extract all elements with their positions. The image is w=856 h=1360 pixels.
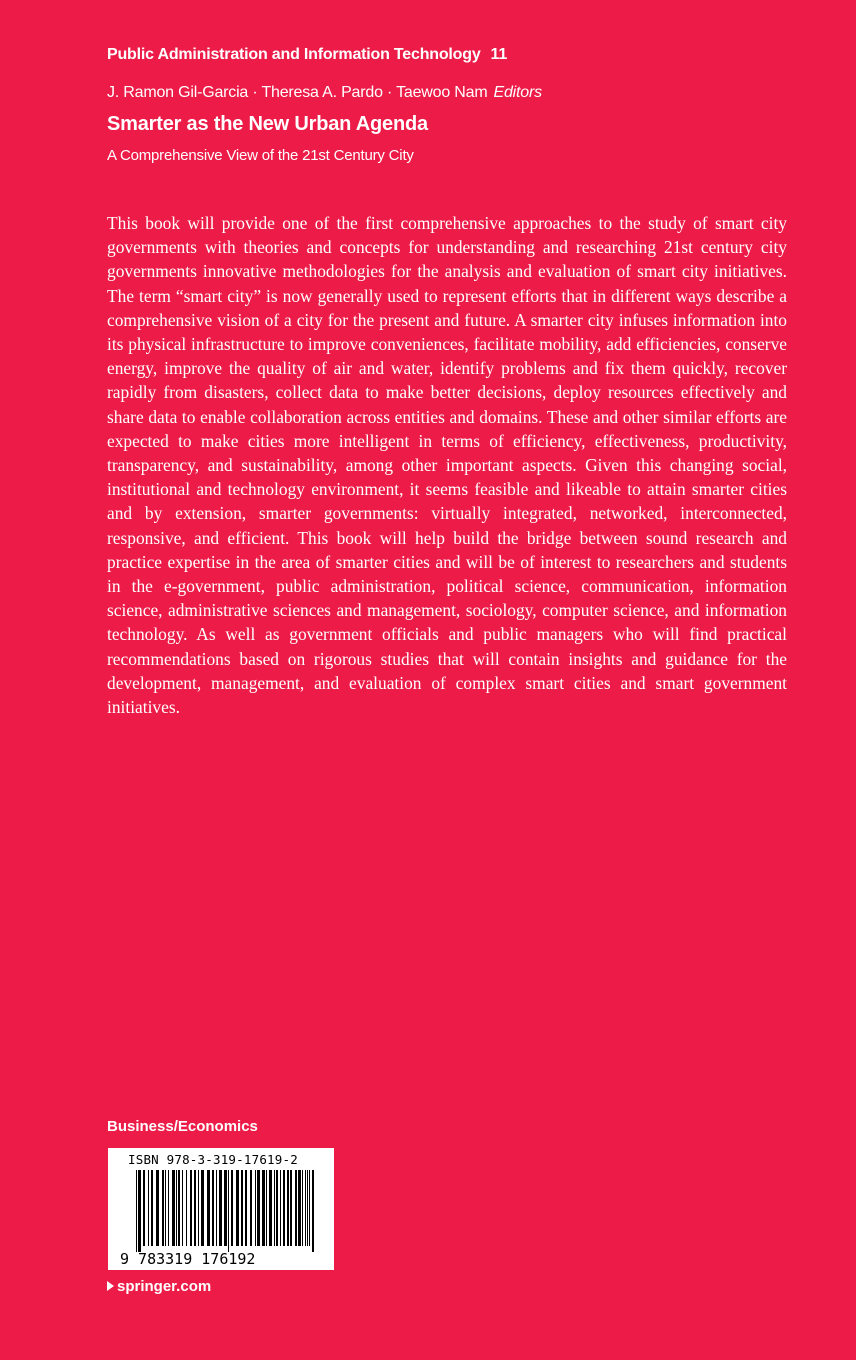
barcode-bar <box>194 1170 196 1246</box>
barcode-bar <box>236 1170 239 1246</box>
barcode-bar <box>269 1170 272 1246</box>
series-volume: 11 <box>490 46 508 63</box>
barcode-bar <box>309 1170 310 1246</box>
barcode-bar <box>231 1170 233 1246</box>
editor-names: J. Ramon Gil-Garcia · Theresa A. Pardo · Taewoo Nam <box>107 84 488 101</box>
book-title: Smarter as the New Urban Agenda <box>107 113 428 135</box>
barcode-bar <box>162 1170 164 1246</box>
publisher-link-text: springer.com <box>117 1278 212 1295</box>
isbn-barcode <box>108 1148 334 1270</box>
barcode-bar <box>298 1170 301 1246</box>
barcode-bar <box>216 1170 217 1246</box>
barcode-bar <box>165 1170 166 1246</box>
barcode-bar <box>172 1170 175 1246</box>
barcode-bar <box>241 1170 243 1246</box>
barcode-bar <box>287 1170 289 1246</box>
barcode-bar <box>276 1170 278 1246</box>
barcode-bar <box>224 1170 227 1246</box>
barcode-bar <box>186 1170 187 1246</box>
barcode-bar <box>176 1170 177 1246</box>
editors-role: Editors <box>493 84 542 101</box>
barcode-bar <box>280 1170 281 1246</box>
barcode-bar <box>283 1170 285 1246</box>
barcode-bar <box>182 1170 183 1246</box>
barcode-bar <box>148 1170 149 1246</box>
barcode-bar <box>262 1170 265 1246</box>
barcode-bar <box>138 1170 141 1252</box>
series-name: Public Administration and Information Technology <box>107 46 481 63</box>
book-subtitle: A Comprehensive View of the 21st Century City <box>107 147 414 164</box>
barcode-bar <box>178 1170 180 1246</box>
barcode-bar <box>168 1170 169 1246</box>
barcode-bar <box>207 1170 210 1246</box>
barcode-bar <box>274 1170 275 1246</box>
barcode-bar <box>245 1170 247 1246</box>
barcode-bar <box>302 1170 303 1246</box>
publisher-link[interactable] <box>107 1278 211 1295</box>
barcode-bar <box>212 1170 214 1246</box>
barcode-bar <box>136 1170 137 1252</box>
barcode-bar <box>255 1170 256 1246</box>
barcode-bar <box>307 1170 308 1246</box>
barcode-bar <box>198 1170 199 1246</box>
isbn-label: ISBN 978-3-319-17619-2 <box>128 1152 298 1167</box>
barcode-bar <box>257 1170 260 1246</box>
barcode-bar <box>305 1170 306 1246</box>
book-description: This book will provide one of the first comprehensive approaches to the study of smart city governments with theories and concepts for understanding and researching 21st century city governments innovative methodologies for the analysis and evaluation of smart city initiatives. The term “smart city” is now generally used to represent efforts that in different ways describe a comprehensive vision of a city for the present and future. A smarter city infuses information into its physical infrastructure to improve conveniences, facilitate mobility, add efficiencies, conserve energy, improve the quality of air and water, identify problems and fix them quickly, recover rapidly from disasters, collect data to make better decisions, deploy resources effectively and share data to enable collaboration across entities and domains. These and other similar efforts are expected to make cities more intelligent in terms of efficiency, effectiveness, productivity, transparency, and sustainability, among other important aspects. Given this changing social, institutional and technology environment, it seems feasible and likeable to attain smarter cities and by extension, smarter governments: virtually integrated, networked, interconnected, responsive, and efficient. This book will help build the bridge between sound research and practice expertise in the area of smarter cities and will be of interest to researchers and students in the e-government, public administration, political science, communication, information science, administrative sciences and management, sociology, computer science, and information technology. As well as government officials and public managers who will find practical recommendations based on rigorous studies that will contain insights and guidance for the development, management, and evaluation of complex smart cities and smart government initiatives. <box>107 213 787 718</box>
barcode-graphic <box>108 1148 334 1270</box>
barcode-digits: 9 783319 176192 <box>120 1250 256 1268</box>
barcode-bar <box>190 1170 192 1246</box>
barcode-bar <box>219 1170 222 1246</box>
barcode-bar <box>151 1170 153 1246</box>
editors-line <box>107 84 542 102</box>
play-arrow-icon <box>107 1281 114 1291</box>
barcode-bar <box>228 1170 229 1252</box>
barcode-bar <box>290 1170 292 1246</box>
barcode-bar <box>201 1170 204 1246</box>
barcode-bar <box>312 1170 314 1252</box>
barcode-bar <box>143 1170 145 1246</box>
subject-category: Business/Economics <box>107 1118 258 1135</box>
barcode-bar <box>266 1170 267 1246</box>
series-line <box>107 46 507 64</box>
barcode-bar <box>250 1170 252 1246</box>
barcode-bar <box>295 1170 297 1246</box>
barcode-bar <box>156 1170 159 1246</box>
